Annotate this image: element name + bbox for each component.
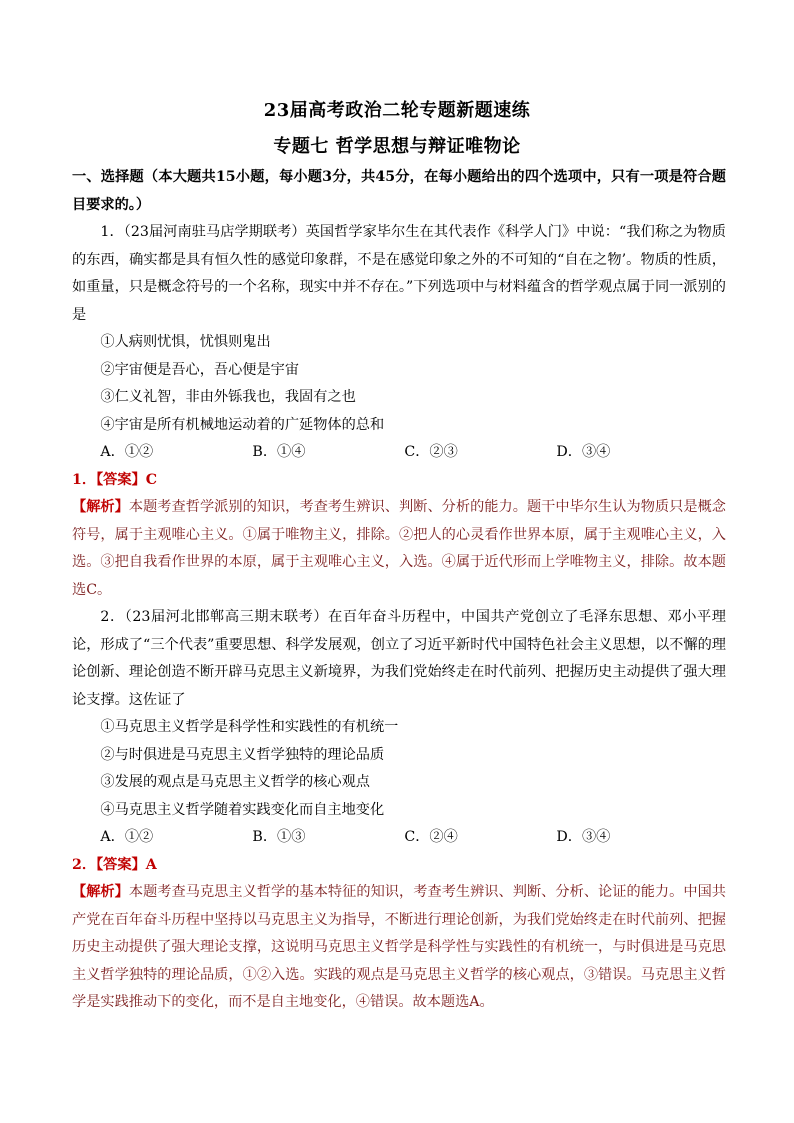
question-2-choice-b: B．①③ [252,829,306,845]
question-2-option-4: ④马克思主义哲学随着实践变化而自主地变化 [100,801,385,818]
question-1-choice-a: A．①② [100,444,154,460]
question-1-option-4: ④宇宙是所有机械地运动着的广延物体的总和 [100,416,385,433]
question-2-answer: 2．【答案】A [72,856,157,873]
question-2-analysis-tag: 【解析】 [72,884,129,900]
question-1-choice-b: B．①④ [252,444,306,460]
question-2-analysis [72,879,726,1017]
question-1-choice-d: D．③④ [556,444,611,460]
question-1-option-1: ①人病则忧惧，忧惧则鬼出 [100,334,271,350]
section-heading: 一、选择题（本大题共15小题，每小题3分，共45分，在每小题给出的四个选项中，只有一项是符合题目要求的。） [72,169,726,213]
question-1-option-2: ②宇宙便是吾心，吾心便是宇宙 [100,361,300,378]
document-subtitle: 专题七 哲学思想与辩证唯物论 [273,136,521,157]
document-body [72,164,726,1017]
question-2-choice-d: D．③④ [556,829,611,845]
question-2-analysis-text: 本题考查马克思主义哲学的基本特征的知识，考查考生辨识、判断、分析、论证的能力。中国共产党在百年奋斗历程中坚持以马克思主义为指导，不断进行理论创新，为我们党始终走在时代前列、把握历史主动提供了强大理论支撑，这说明马克思主义哲学是科学性与实践性的有机统一，与时俱进是马克思主义哲学独特的理论品质，①②入选。实践的观点是马克思主义哲学的核心观点，③错误。马克思主义哲学是实践推动下的变化，而不是自主地变化，④错误。故本题选A。 [72,884,726,1010]
question-2-choices [72,824,726,852]
document-title: 23届高考政治二轮专题新题速练 [263,100,531,121]
question-1-analysis [72,494,726,604]
question-2-option-3: ③发展的观点是马克思主义哲学的核心观点 [100,774,370,790]
question-1-analysis-tag: 【解析】 [72,499,129,515]
question-2-stem: 2．（23届河北邯郸高三期末联考）在百年奋斗历程中，中国共产党创立了毛泽东思想、邓小平理论，形成了“三个代表”重要思想、科学发展观，创立了习近平新时代中国特色社会主义思想，以不懈的理论创新、理论创造不断开辟马克思主义新境界，为我们党始终走在时代前列、把握历史主动提供了强大理论支撑。这佐证了 [72,609,726,708]
question-2-choice-a: A．①② [100,829,154,845]
question-1-answer: 1．【答案】C [72,471,158,488]
question-1-choice-c: C．②③ [404,444,458,460]
question-2-option-1: ①马克思主义哲学是科学性和实践性的有机统一 [100,719,399,735]
question-2-choice-c: C．②④ [404,829,458,845]
question-1-option-3: ③仁义礼智，非由外铄我也，我固有之也 [100,389,356,405]
question-2-option-2: ②与时俱进是马克思主义哲学独特的理论品质 [100,746,385,763]
question-1-stem: 1．（23届河南驻马店学期联考）英国哲学家毕尔生在其代表作《科学人门》中说：“我们称之为物质的东西，确实都是具有恒久性的感觉印象群，不是在感觉印象之外的不可知的“自在之物’。物质的性质，如重量，只是概念符号的一个名称，现实中并不存在。”下列选项中与材料蕴含的哲学观点属于同一派别的是 [72,224,726,323]
question-1-choices [72,439,726,467]
question-1-analysis-text: 本题考查哲学派别的知识，考查考生辨识、判断、分析的能力。题干中毕尔生认为物质只是概念符号，属于主观唯心主义。①属于唯物主义，排除。②把人的心灵看作世界本原，属于主观唯心主义，入选。③把自我看作世界的本原，属于主观唯心主义，入选。④属于近代形而上学唯物主义，排除。故本题选C。 [72,499,726,598]
